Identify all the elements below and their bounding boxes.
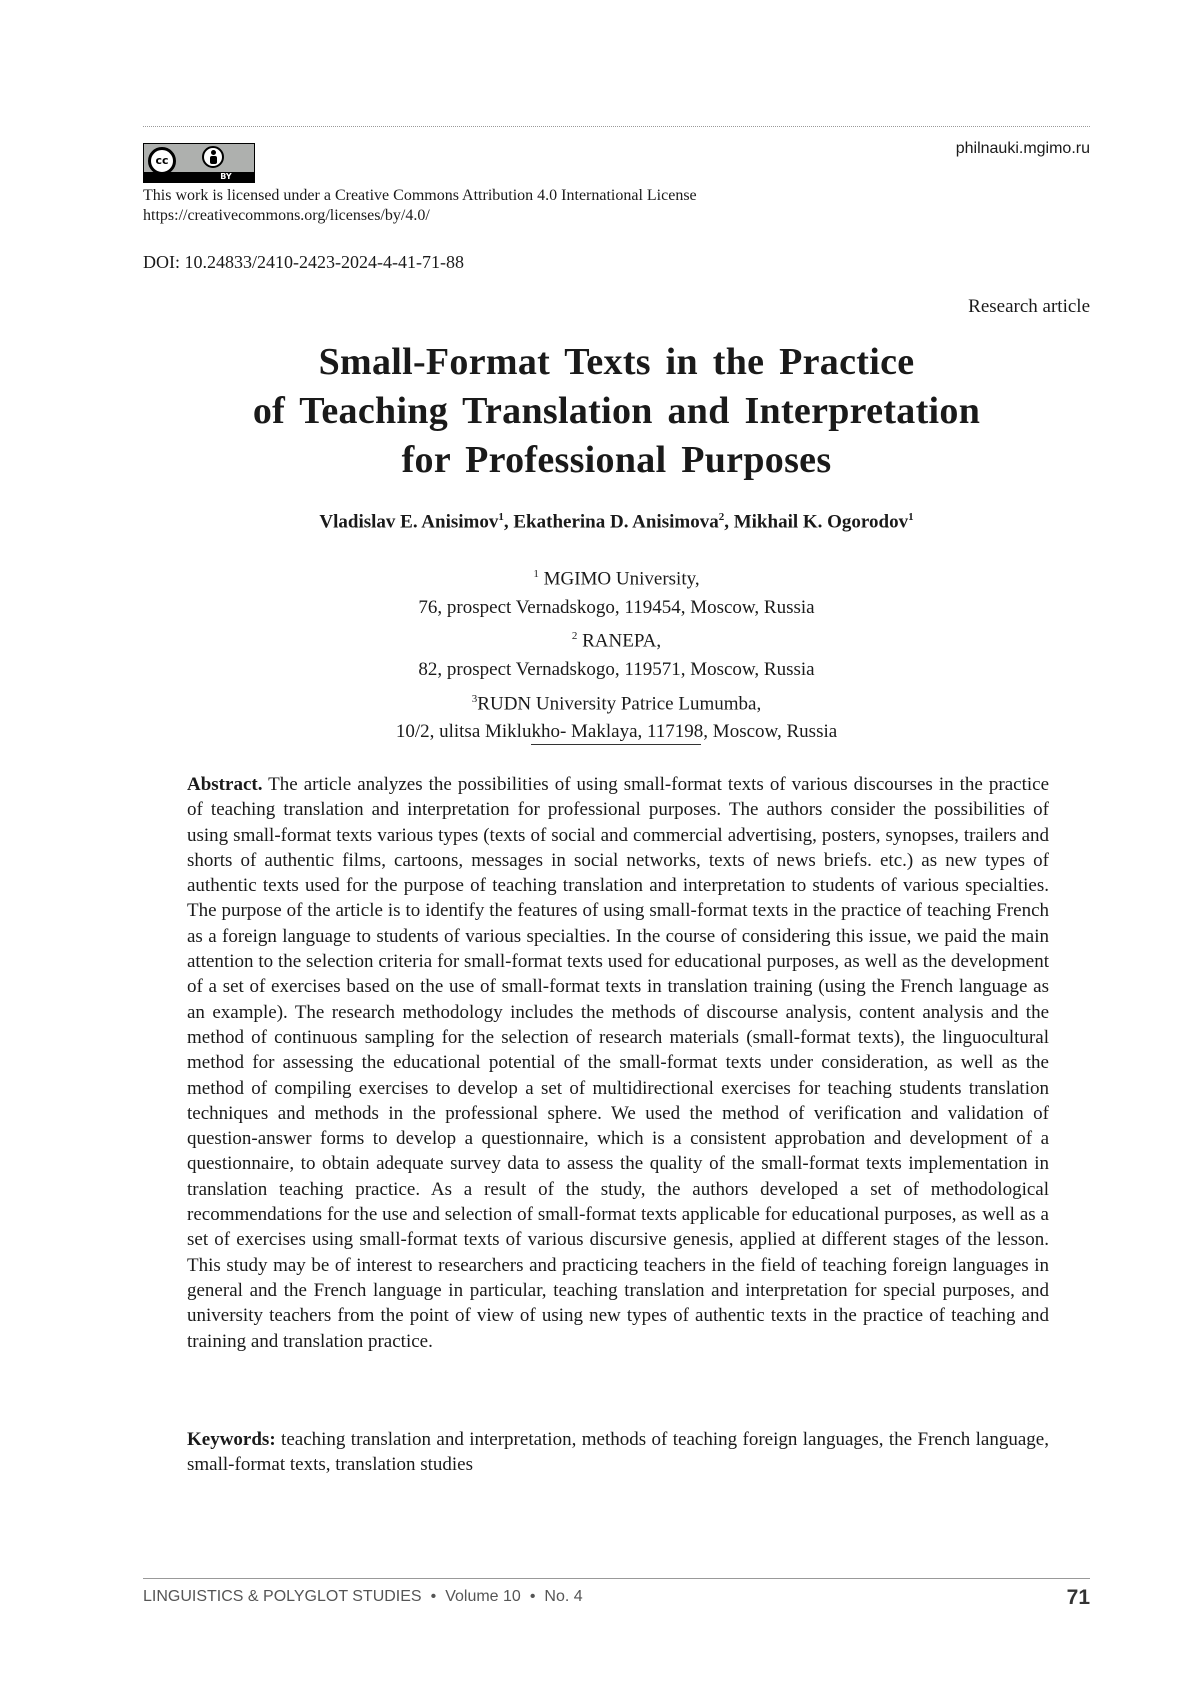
license-notice: [143, 186, 697, 226]
author-list: Vladislav E. Anisimov$^1$, Ekatherina D. Anisimova$^2$, Mikhail K. Ogorodov$^1$: [319, 511, 914, 533]
affiliation-name: $^1$ MGIMO University,: [533, 568, 700, 590]
abstract: [187, 772, 1049, 1354]
journal-name: LINGUISTICS & POLYGLOT STUDIES: [143, 1588, 422, 1605]
abstract-label: Abstract.: [187, 774, 263, 795]
top-dotted-rule: [143, 126, 1090, 127]
article-type: Research article: [968, 296, 1090, 317]
section-separator: [531, 744, 701, 745]
doi: DOI: 10.24833/2410-2423-2024-4-41-71-88: [143, 252, 464, 272]
affiliations: [143, 560, 1090, 747]
author-name: Vladislav E. Anisimov: [319, 511, 499, 533]
attribution-person-icon: [202, 146, 224, 168]
title-line: of Teaching Translation and Interpretation: [252, 390, 981, 432]
page-number: 71: [1066, 1586, 1090, 1609]
issue: No. 4: [544, 1588, 583, 1605]
abstract-text: The article analyzes the possibilities of using small-format texts of various discourses in the practice of teaching translation and interpretation for professional purposes. The authors consider the possibilities of using small-format texts various types (texts of social and commercial advertising, posters, synopses, trailers and shorts of authentic films, cartoons, messages in social networks, texts of news briefs. etc.) as new types of authentic texts used for the purpose of teaching translation and interpretation to students of various specialties. The purpose of the article is to identify the features of using small-format texts in the practice of teaching French as a foreign language to students of various specialties. In the course of considering this issue, we paid the main attention to the selection criteria for small-format texts used for educational purposes, as well as the development of a set of exercises based on the use of small-format texts in translation training (using the French language as an example). The research methodology includes the methods of discourse analysis, content analysis and the method of continuous sampling for the selection of research materials (small-format texts), the linguocultural method for assessing the educational potential of the small-format texts under consideration, as well as the method of compiling exercises to develop a set of multidirectional exercises for teaching students translation techniques and methods in the professional sphere. We used the method of verification and validation of question-answer forms to develop a questionnaire, which is a consistent approbation and development of a questionnaire, to obtain adequate survey data to assess the quality of the small-format texts implementation in translation teaching practice. As a result of the study, the authors developed a set of methodological recommendations for the use and selection of small-format texts applicable for educational purposes, as well as a set of exercises using small-format texts of various discursive genesis, applied at different stages of the lesson. This study may be of interest to researchers and practicing teachers in the field of teaching foreign languages in general and the French language in particular, teaching translation and interpretation for special purposes, and university teachers from the point of view of using new types of authentic texts in the practice of teaching and training and translation practice.: [187, 774, 1049, 1352]
cc-icon: cc: [148, 147, 176, 175]
cc-by-label: BY: [144, 172, 254, 182]
affiliation-address: 10/2, ulitsa Miklukho- Maklaya, 117198, Moscow, Russia: [395, 721, 838, 743]
article-title: [143, 338, 1090, 485]
footer-separator: •: [430, 1588, 437, 1605]
volume: Volume 10: [445, 1588, 521, 1605]
author-name: Ekatherina D. Anisimova: [513, 511, 719, 533]
affiliation-name: $^3$RUDN University Patrice Lumumba,: [471, 692, 762, 714]
title-line: Small-Format Texts in the Practice: [318, 341, 915, 383]
author-affiliation-mark: 2: [718, 511, 725, 523]
author-affiliation-mark: 1: [908, 511, 914, 523]
footer-rule: [143, 1578, 1090, 1579]
author-affiliation-mark: 1: [498, 511, 504, 523]
affiliation-address: 82, prospect Vernadskogo, 119571, Moscow, Russia: [418, 659, 815, 681]
footer-journal-info: [143, 1588, 583, 1606]
keywords-label: Keywords:: [187, 1429, 276, 1450]
author-name: Mikhail K. Ogorodov: [733, 511, 909, 533]
affiliation-address: 76, prospect Vernadskogo, 119454, Moscow, Russia: [418, 596, 815, 618]
keywords: [187, 1427, 1049, 1478]
license-url[interactable]: https://creativecommons.org/licenses/by/4.0/: [143, 207, 430, 224]
cc-by-badge-icon: [143, 143, 255, 183]
title-line: for Professional Purposes: [401, 439, 832, 481]
journal-website: philnauki.mgimo.ru: [955, 140, 1090, 157]
affiliation-name: $^2$ RANEPA,: [571, 630, 662, 652]
footer-separator: •: [529, 1588, 536, 1605]
keywords-text: teaching translation and interpretation, methods of teaching foreign languages, the French language, small-format texts, translation studies: [187, 1429, 1049, 1476]
license-text: This work is licensed under a Creative Commons Attribution 4.0 International License: [143, 187, 697, 204]
